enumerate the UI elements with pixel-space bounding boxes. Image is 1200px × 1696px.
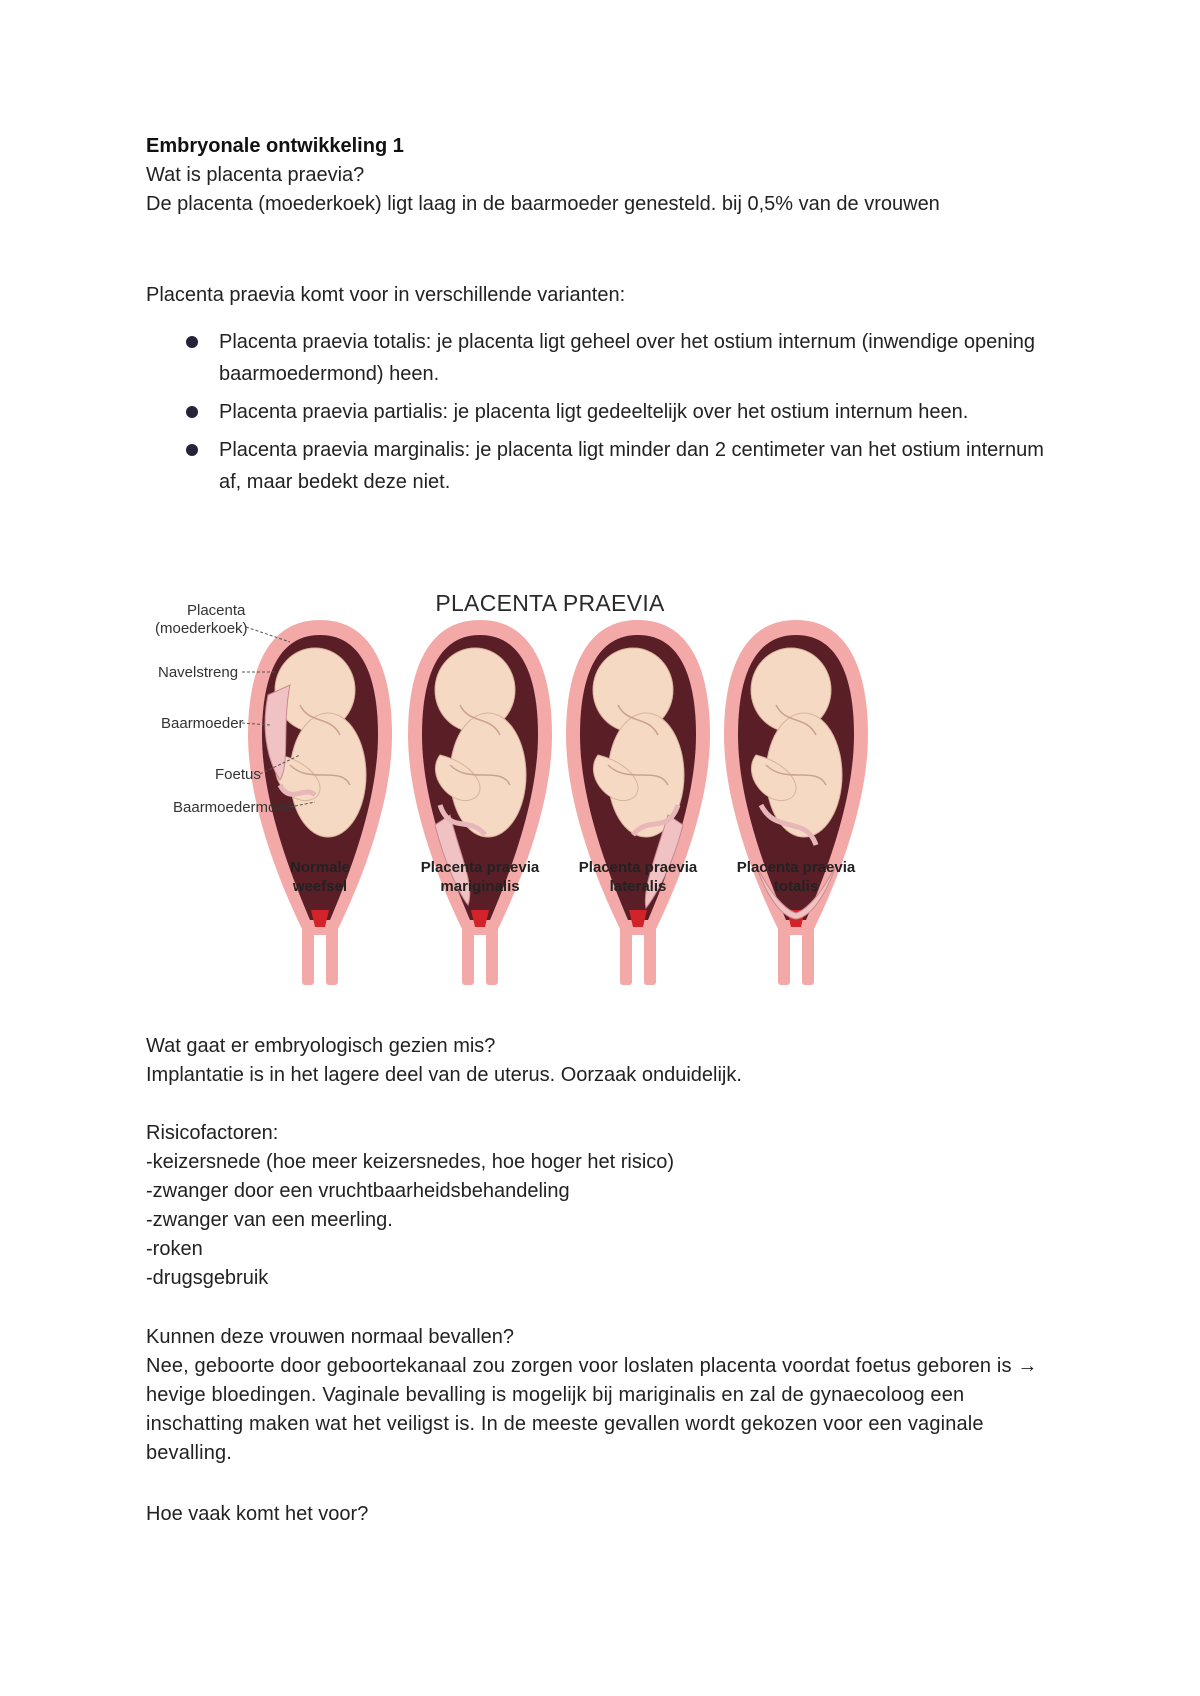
variant-text: Placenta praevia partialis: je placenta ligt gedeeltelijk over het ostium internum heen. xyxy=(219,401,969,423)
risk-section xyxy=(146,1119,1066,1293)
placenta-praevia-figure xyxy=(150,570,950,990)
caption-normal-2: weefsel xyxy=(292,878,348,895)
uterus-illustrations xyxy=(150,570,950,990)
uterus-marginalis xyxy=(408,620,552,985)
caption-totalis-1: Placenta praevia xyxy=(736,859,856,876)
variants-intro: Placenta praevia komt voor in verschillende varianten: xyxy=(146,284,626,306)
list-item xyxy=(146,396,1066,428)
bullet-icon xyxy=(186,406,198,418)
list-item: -roken xyxy=(146,1238,203,1260)
caption-lateralis-2: lateralis xyxy=(609,878,667,895)
list-item xyxy=(146,434,1066,498)
caption-marginalis-1: Placenta praevia xyxy=(420,859,540,876)
variant-text: Placenta praevia totalis: je placenta ligt geheel over het ostium internum (inwendige opening baarmoedermond) heen. xyxy=(219,331,1036,385)
list-item: -zwanger door een vruchtbaarheidsbehandeling xyxy=(146,1180,570,1202)
label-foetus: Foetus xyxy=(215,766,261,783)
label-baarmoedermond: Baarmoedermond xyxy=(173,799,294,816)
question-what-is: Wat is placenta praevia? xyxy=(146,164,365,186)
page-title: Embryonale ontwikkeling 1 xyxy=(146,135,404,157)
label-navelstreng: Navelstreng xyxy=(158,664,239,681)
uterus-totalis xyxy=(724,620,868,985)
risk-heading: Risicofactoren: xyxy=(146,1122,279,1144)
embryology-question: Wat gaat er embryologisch gezien mis? xyxy=(146,1035,496,1057)
list-item: -drugsgebruik xyxy=(146,1267,269,1289)
frequency-section xyxy=(146,1500,1066,1529)
variants-list xyxy=(146,326,1066,504)
uterus-lateralis xyxy=(566,620,710,985)
delivery-answer: Nee, geboorte door geboortekanaal zou zorgen voor loslaten placenta voordat foetus geboren is → hevige bloedingen. Vaginale bevalling is mogelijk bij mariginalis en zal de gynaecoloog een inschatting maken wat het veiligst is. In de meeste gevallen wordt gekozen voor een vaginale bevalling. xyxy=(146,1355,1038,1464)
caption-marginalis-2: mariginalis xyxy=(440,878,520,895)
embryology-answer: Implantatie is in het lagere deel van de uterus. Oorzaak onduidelijk. xyxy=(146,1064,742,1086)
bullet-icon xyxy=(186,444,198,456)
delivery-section xyxy=(146,1323,1066,1468)
list-item: -keizersnede (hoe meer keizersnedes, hoe hoger het risico) xyxy=(146,1151,675,1173)
caption-totalis-2: totalis xyxy=(773,878,819,895)
list-item: -zwanger van een meerling. xyxy=(146,1209,393,1231)
caption-normal-1: Normale xyxy=(289,859,351,876)
frequency-question: Hoe vaak komt het voor? xyxy=(146,1503,369,1525)
bullet-icon xyxy=(186,336,198,348)
list-item xyxy=(146,326,1066,390)
label-baarmoeder: Baarmoeder xyxy=(161,715,244,732)
caption-lateralis-1: Placenta praevia xyxy=(578,859,698,876)
variant-text: Placenta praevia marginalis: je placenta ligt minder dan 2 centimeter van het ostium internum af, maar bedekt deze niet. xyxy=(219,439,1044,493)
label-moederkoek: (moederkoek) xyxy=(155,620,248,637)
delivery-question: Kunnen deze vrouwen normaal bevallen? xyxy=(146,1326,515,1348)
answer-what-is: De placenta (moederkoek) ligt laag in de baarmoeder genesteld. bij 0,5% van de vrouwen xyxy=(146,193,940,215)
label-placenta: Placenta xyxy=(187,602,246,619)
embryology-section xyxy=(146,1032,1066,1090)
figure-title: PLACENTA PRAEVIA xyxy=(435,590,665,616)
